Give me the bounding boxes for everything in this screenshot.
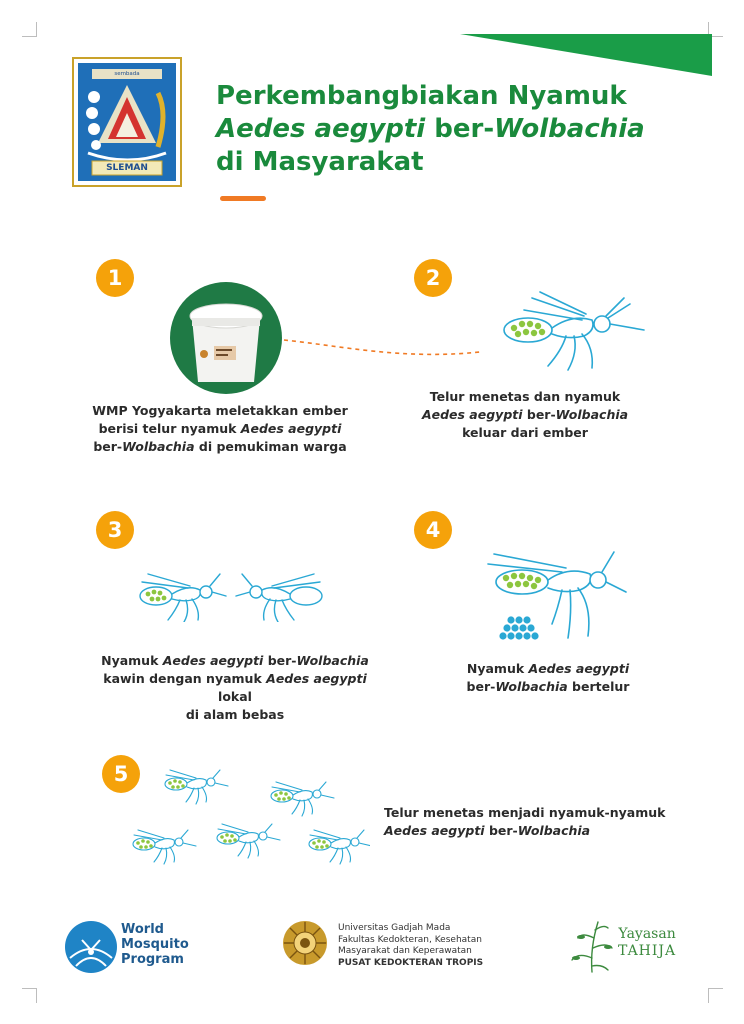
dashed-path xyxy=(282,322,482,362)
mosquito-3b-icon xyxy=(234,566,334,622)
step-5-caption: Telur menetas menjadi nyamuk-nyamuk Aedes aegypti ber-Wolbachia xyxy=(384,805,666,838)
tahija-text: Yayasan TAHIJA xyxy=(618,926,677,959)
step-1-caption: WMP Yogyakarta meletakkan ember berisi telur nyamuk Aedes aegypti ber-Wolbachia di pemukiman warga xyxy=(92,403,348,454)
crop-mark-top-left xyxy=(22,22,37,37)
step-5-badge: 5 xyxy=(102,755,140,793)
step-3-badge: 3 xyxy=(96,511,134,549)
crop-mark-bottom-right xyxy=(708,988,723,1003)
sleman-emblem xyxy=(72,57,182,187)
step-4-caption: Nyamuk Aedes aegypti ber-Wolbachia bertelur xyxy=(466,661,630,694)
corner-wedge xyxy=(460,34,712,78)
emblem-top-text: sembada xyxy=(114,71,140,77)
bucket-photo xyxy=(170,282,282,394)
title-line-2: Aedes aegypti ber-Wolbachia xyxy=(216,114,645,144)
mosquito-2-icon xyxy=(488,288,648,372)
crop-mark-bottom-left xyxy=(22,988,37,1003)
step-3-caption: Nyamuk Aedes aegypti ber-Wolbachia kawin dengan nyamuk Aedes aegypti lokal di alam bebas xyxy=(101,653,369,722)
step-2-caption: Telur menetas dan nyamuk Aedes aegypti ber-Wolbachia keluar dari ember xyxy=(421,389,629,440)
step-2-badge: 2 xyxy=(414,259,452,297)
wmp-logo xyxy=(64,920,284,976)
title-line-1: Perkembangbiakan Nyamuk xyxy=(216,81,627,111)
mosquito-swarm-icon xyxy=(120,760,370,876)
mosquito-3a-icon xyxy=(128,566,228,622)
step-4-badge: 4 xyxy=(414,511,452,549)
title-underline xyxy=(220,196,266,201)
wmp-line-3: Program xyxy=(121,952,184,967)
step-1-badge: 1 xyxy=(96,259,134,297)
egg-cluster-icon xyxy=(494,614,544,642)
wmp-globe-icon xyxy=(64,920,118,974)
ugm-emblem-icon xyxy=(282,920,328,966)
title-line-3: di Masyarakat xyxy=(216,147,424,177)
tahija-plant-icon xyxy=(568,918,616,974)
emblem-banner-text: SLEMAN xyxy=(106,163,148,173)
wmp-line-1: World xyxy=(121,922,164,937)
page-title xyxy=(216,80,676,179)
ugm-text: Universitas Gadjah Mada Fakultas Kedokteran, Kesehatan Masyarakat dan Keperawatan PUSAT KEDOKTERAN TROPIS xyxy=(338,923,484,968)
wmp-line-2: Mosquito xyxy=(121,937,189,952)
